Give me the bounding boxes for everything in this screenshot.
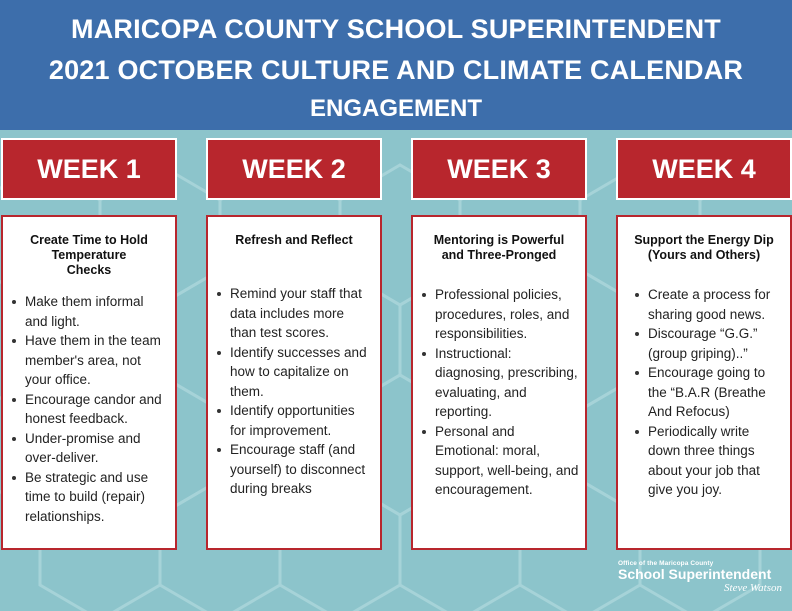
- week-1-card: [1, 215, 177, 550]
- superintendent-logo: [618, 560, 788, 594]
- list-item: Discourage “G.G.” (group griping)..”: [648, 324, 784, 363]
- list-item: Have them in the team member's area, not your office.: [25, 331, 169, 390]
- week-1-header: [1, 138, 177, 200]
- week-4-label: WEEK 4: [652, 153, 756, 184]
- list-item: Identify successes and how to capitalize on them.: [230, 343, 374, 402]
- week-2-title: Refresh and Reflect: [235, 233, 353, 247]
- title-line-3: ENGAGEMENT: [309, 95, 482, 122]
- week-4-header: [616, 138, 792, 200]
- logo-signature: Steve Watson: [724, 582, 782, 594]
- list-item: Remind your staff that data includes more than test scores.: [230, 284, 374, 343]
- title-banner: [0, 0, 792, 130]
- week-1-title: Create Time to Hold Temperature Checks: [30, 233, 148, 277]
- week-4-list: [624, 285, 784, 500]
- title-line-2: 2021 OCTOBER CULTURE AND CLIMATE CALENDAR: [48, 55, 744, 85]
- week-1-label: WEEK 1: [37, 153, 141, 184]
- week-3-list: [419, 285, 579, 500]
- week-4-title: Support the Energy Dip (Yours and Others): [634, 233, 774, 262]
- list-item: Encourage staff (and yourself) to disconnect during breaks: [230, 440, 374, 499]
- week-3-header: [411, 138, 587, 200]
- list-item: Make them informal and light.: [25, 292, 169, 331]
- list-item: Create a process for sharing good news.: [648, 285, 784, 324]
- title-line-1: MARICOPA COUNTY SCHOOL SUPERINTENDENT: [71, 14, 721, 44]
- logo-office: Office of the Maricopa County: [618, 560, 714, 567]
- list-item: Encourage candor and honest feedback.: [25, 390, 169, 429]
- logo-name: School Superintendent: [618, 566, 772, 582]
- list-item: Encourage going to the “B.A.R (Breathe And Refocus): [648, 363, 784, 422]
- list-item: Personal and Emotional: moral, support, well-being, and encouragement.: [435, 422, 579, 500]
- week-3-card: [411, 215, 587, 550]
- week-2-card: [206, 215, 382, 550]
- week-1-list: [9, 292, 169, 526]
- week-3-title: Mentoring is Powerful and Three-Pronged: [433, 233, 565, 262]
- list-item: Periodically write down three things about your job that give you joy.: [648, 422, 784, 500]
- week-3-label: WEEK 3: [447, 153, 551, 184]
- list-item: Instructional: diagnosing, prescribing, evaluating, and reporting.: [435, 344, 579, 422]
- week-4-card: [616, 215, 792, 550]
- week-2-list: [214, 284, 374, 499]
- list-item: Professional policies, procedures, roles, and responsibilities.: [435, 285, 579, 344]
- list-item: Under-promise and over-deliver.: [25, 429, 169, 468]
- week-2-header: [206, 138, 382, 200]
- list-item: Be strategic and use time to build (repair) relationships.: [25, 468, 169, 527]
- list-item: Identify opportunities for improvement.: [230, 401, 374, 440]
- week-2-label: WEEK 2: [242, 153, 346, 184]
